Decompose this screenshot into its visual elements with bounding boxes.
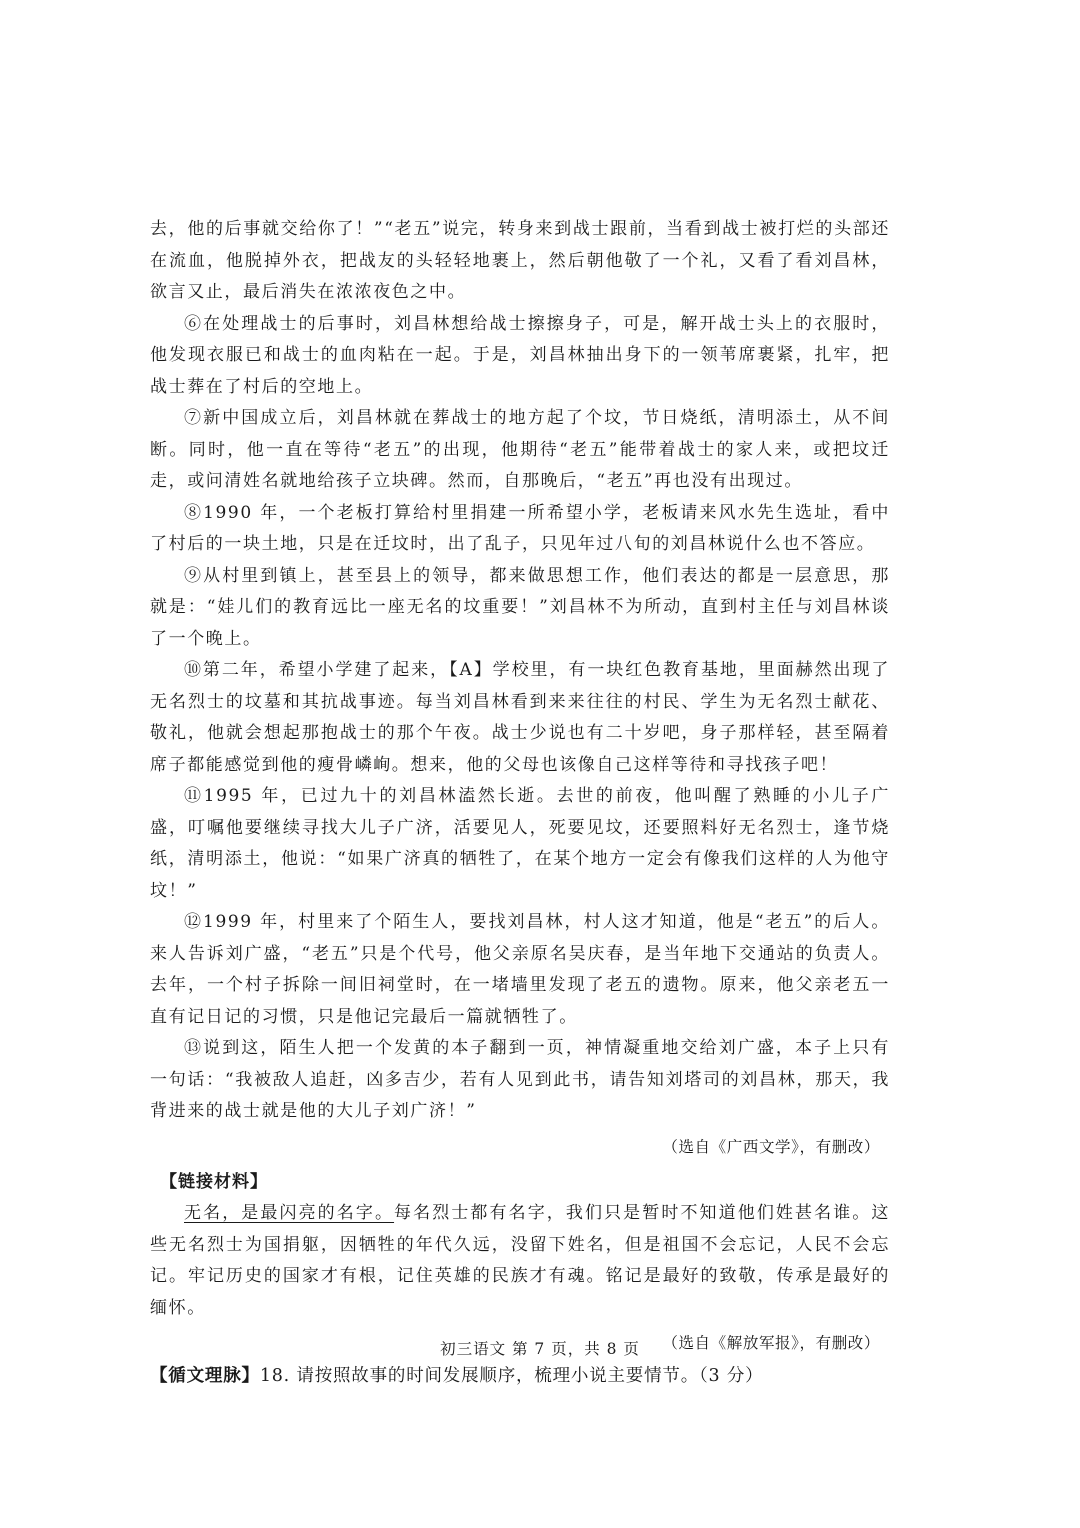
story-paragraph: ⑬说到这，陌生人把一个发黄的本子翻到一页，神情凝重地交给刘广盛，本子上只有一句话：“我被敌人追赶，凶多吉少，若有人见到此书，请告知刘塔司的刘昌林，那天，我背进来的战士就是他的大儿子刘广济！” <box>150 1038 890 1121</box>
story-paragraph: ⑨从村里到镇上，甚至县上的领导，都来做思想工作，他们表达的都是一层意思，那就是：“娃儿们的教育远比一座无名的坟重要！”刘昌林不为所动，直到村主任与刘昌林谈了一个晚上。 <box>150 565 890 649</box>
question-18 <box>150 1361 890 1393</box>
story-paragraph: 去，他的后事就交给你了！”“老五”说完，转身来到战士跟前，当看到战士被打烂的头部还在流血，他脱掉外衣，把战友的头轻轻地裹上，然后朝他敬了一个礼，又看了看刘昌林，欲言又止，最后消失在浓浓夜色之中。 <box>150 219 890 302</box>
page-footer: 初三语文 第 7 页，共 8 页 <box>440 1340 640 1358</box>
story-text <box>150 214 890 1393</box>
question-tag: 【循文理脉】 <box>150 1366 260 1386</box>
story-paragraph: ⑩第二年，希望小学建了起来，【A】学校里，有一块红色教育基地，里面赫然出现了无名烈士的坟墓和其抗战事迹。每当刘昌林看到来来往往的村民、学生为无名烈士献花、敬礼，他就会想起那抱战士的那个午夜。战士少说也有二十岁吧，身子那样轻，甚至隔着席子都能感觉到他的瘦骨嶙峋。想来，他的父母也该像自己这样等待和寻找孩子吧！ <box>150 660 890 775</box>
question-text: 18. 请按照故事的时间发展顺序，梳理小说主要情节。（3 分） <box>259 1366 764 1386</box>
story-paragraph: ⑦新中国成立后，刘昌林就在葬战士的地方起了个坟，节日烧纸，清明添土，从不间断。同时，他一直在等待“老五”的出现，他期待“老五”能带着战士的家人来，或把坟迁走，或问清姓名就地给孩子立块碑。然而，自那晚后，“老五”再也没有出现过。 <box>150 408 890 491</box>
link-material-text <box>150 1198 890 1324</box>
story-source: （选自《广西文学》，有删改） <box>662 1137 880 1156</box>
story-paragraph: ⑧1990 年，一个老板打算给村里捐建一所希望小学，老板请来风水先生选址，看中了村后的一块土地，只是在迁坟时，出了乱子，只见年过八旬的刘昌林说什么也不答应。 <box>150 502 890 554</box>
link-material-heading: 【链接材料】 <box>160 1171 268 1192</box>
story-paragraph: ⑪1995 年，已过九十的刘昌林溘然长逝。去世的前夜，他叫醒了熟睡的小儿子广盛，叮嘱他要继续寻找大儿子广济，活要见人，死要见坟，还要照料好无名烈士，逢节烧纸，清明添土，他说：“如果广济真的牺牲了，在某个地方一定会有像我们这样的人为他守坟！” <box>150 786 890 901</box>
story-paragraph: ⑥在处理战士的后事时，刘昌林想给战士擦擦身子，可是，解开战士头上的衣服时，他发现衣服已和战士的血肉粘在一起。于是，刘昌林抽出身下的一领苇席裹紧，扎牢，把战士葬在了村后的空地上。 <box>150 313 890 397</box>
link-material-body: 每名烈士都有名字，我们只是暂时不知道他们姓甚名谁。这些无名烈士为国捐躯，因牺牲的年代久远，没留下姓名，但是祖国不会忘记，人民不会忘记。牢记历史的国家才有根，记住英雄的民族才有魂。铭记是最好的致敬，传承是最好的缅怀。 <box>150 1203 890 1318</box>
link-material-underlined: 无名，是最闪亮的名字。 <box>184 1203 395 1223</box>
link-material-source: （选自《解放军报》，有删改） <box>662 1334 880 1352</box>
story-paragraph: ⑫1999 年，村里来了个陌生人，要找刘昌林，村人这才知道，他是“老五”的后人。来人告诉刘广盛，“老五”只是个代号，他父亲原名吴庆春，是当年地下交通站的负责人。去年，一个村子拆除一间旧祠堂时，在一堵墙里发现了老五的遗物。原来，他父亲老五一直有记日记的习惯，只是他记完最后一篇就牺牲了。 <box>150 912 890 1027</box>
